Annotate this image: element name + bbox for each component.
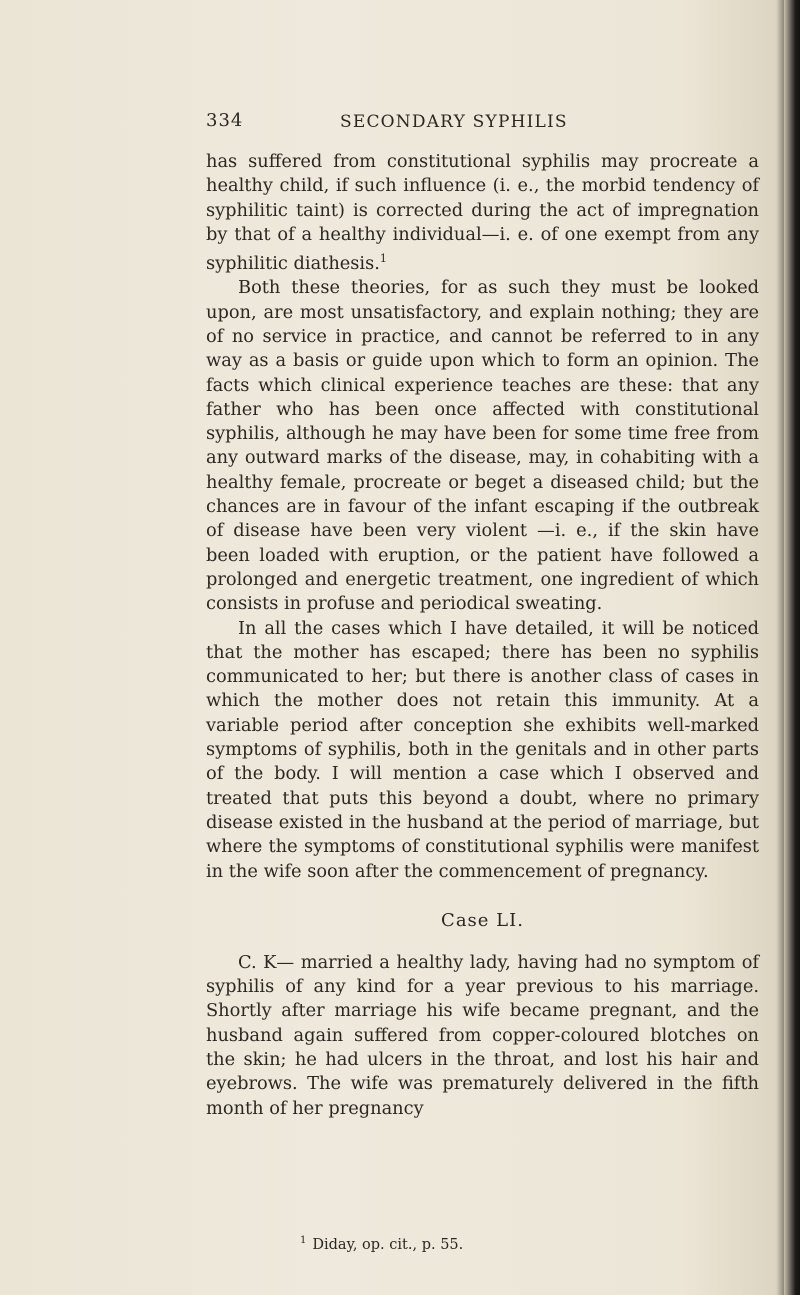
footnote-text: Diday, op. cit., p. 55. xyxy=(312,1236,464,1253)
case-heading: Case LI. xyxy=(441,909,524,931)
footnote-marker: 1 xyxy=(300,1235,307,1246)
paragraph-1-text: has suffered from constitutional syphilis may procreate a healthy child, if such influence (i. e., the morbid tendency of syphilitic taint) is corrected during the act of impregnation by that of a healthy individual—i. e. of one exempt from any syphilitic diathesis. xyxy=(206,151,759,275)
page-header xyxy=(0,110,800,138)
paragraph-2: Both these theories, for as such they must be looked upon, are most unsatisfactory, and explain nothing; they are of no service in practice, and cannot be referred to in any way as a basis or guide upon which to form an opinion. The facts which clinical experience teaches are these: that any father who has been once affected with constitutional syphilis, although he may have been for some time free from any outward marks of the disease, may, in cohabiting with a healthy female, procreate or beget a diseased child; but the chances are in favour of the infant escaping if the outbreak of disease have been very violent —i. e., if the skin have been loaded with eruption, or the patient have followed a prolonged and energetic treatment, one ingredient of which consists in profuse and periodical sweating. xyxy=(206,277,759,615)
running-head: SECONDARY SYPHILIS xyxy=(340,112,568,132)
page-number: 334 xyxy=(206,110,244,131)
footnote-ref: 1 xyxy=(379,252,387,266)
paragraph-3: In all the cases which I have detailed, it will be noticed that the mother has escaped; there has been no syphilis communicated to her; but there is another class of cases in which the mother does not retain this immunity. At a variable period after conception she exhibits well-marked symptoms of syphilis, both in the genitals and in other parts of the body. I will mention a case which I observed and treated that puts this beyond a doubt, where no primary disease existed in the husband at the period of marriage, but where the symptoms of constitutional syphilis were manifest in the wife soon after the commencement of pregnancy. xyxy=(206,617,759,882)
page-edge-shadow xyxy=(784,0,800,1295)
paragraph-1 xyxy=(206,150,759,276)
body-text xyxy=(206,150,759,1121)
footnote xyxy=(300,1235,463,1253)
case-paragraph: C. K— married a healthy lady, having had no symptom of syphilis of any kind for a year previous to his marriage. Shortly after marriage his wife became pregnant, and the husband again suffered from copper-coloured blotches on the skin; he had ulcers in the throat, and lost his hair and eyebrows. The wife was prematurely delivered in the fifth month of her pregnancy xyxy=(206,951,759,1119)
